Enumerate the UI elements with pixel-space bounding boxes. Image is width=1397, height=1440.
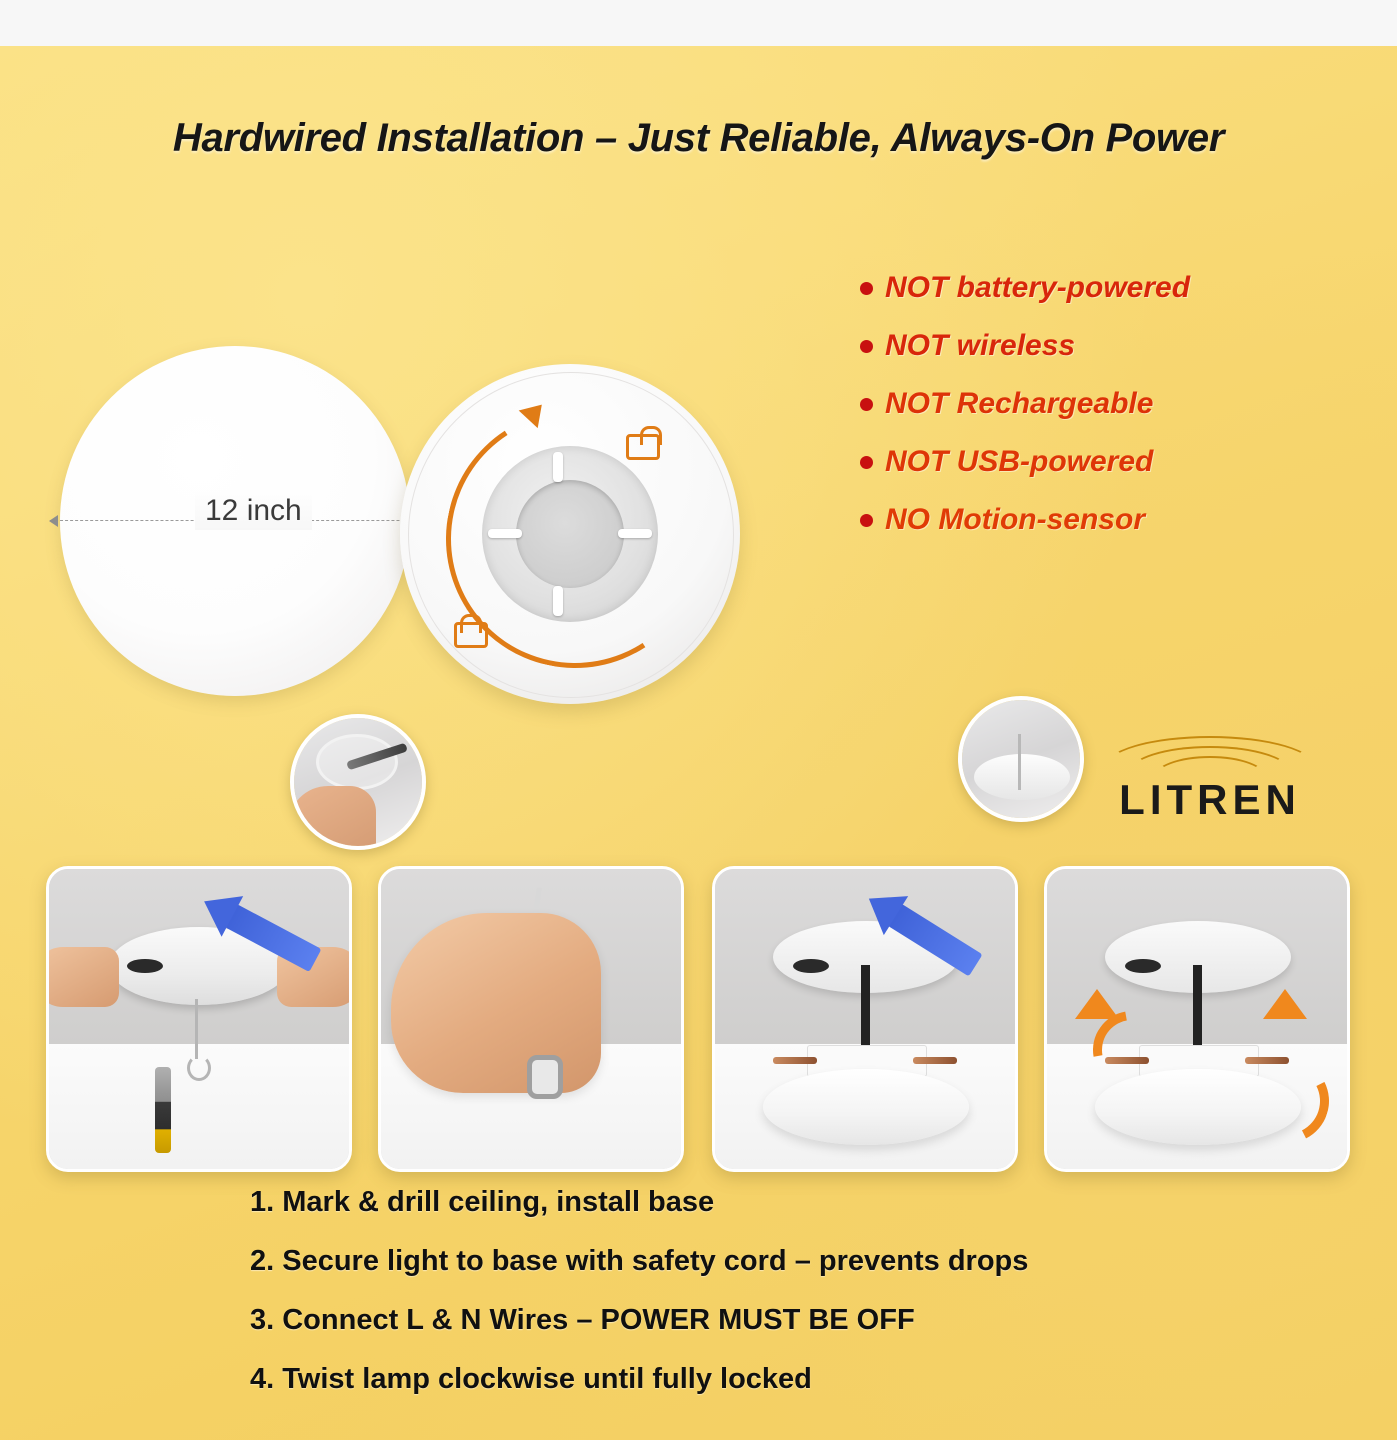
step-text: 2. Secure light to base with safety cord – prevents drops <box>250 1245 1029 1277</box>
list-item <box>860 271 1340 305</box>
hand <box>391 913 601 1093</box>
not-item-label: NOT Rechargeable <box>885 387 1154 420</box>
wire-neutral <box>913 1057 957 1064</box>
inset-photo-drill <box>290 714 426 850</box>
list-item <box>860 387 1340 421</box>
page-title: Hardwired Installation – Just Reliable, Always-On Power <box>172 116 1225 160</box>
step-text: 3. Connect L & N Wires – POWER MUST BE OFF <box>250 1304 915 1336</box>
bracket-slot <box>618 529 652 538</box>
screwdriver-icon <box>155 1067 171 1153</box>
steps-list <box>250 1186 1300 1422</box>
mount-hole <box>127 959 163 973</box>
bullet-icon <box>860 514 873 527</box>
bullet-icon <box>860 282 873 295</box>
bullet-icon <box>860 456 873 469</box>
push-up-arrow-icon <box>1263 989 1307 1019</box>
size-label: 12 inch <box>195 492 312 530</box>
mount-hole <box>793 959 829 973</box>
mount-plate <box>974 754 1070 800</box>
brand-logo <box>1085 736 1335 824</box>
bullet-icon <box>860 340 873 353</box>
list-item <box>860 503 1340 537</box>
step-text: 4. Twist lamp clockwise until fully locked <box>250 1363 812 1395</box>
list-item <box>860 329 1340 363</box>
mount-hole <box>1125 959 1161 973</box>
inset-photo-safety-cord <box>958 696 1084 822</box>
cord-clip <box>527 1055 563 1099</box>
bullet-icon <box>860 398 873 411</box>
bracket-slot <box>488 529 522 538</box>
not-item-label: NO Motion-sensor <box>885 503 1145 536</box>
top-white-strip <box>0 0 1397 46</box>
list-item <box>860 445 1340 479</box>
hand <box>290 786 376 850</box>
safety-cord-hook <box>195 999 198 1059</box>
step-photo-2 <box>378 866 684 1172</box>
wire-live <box>773 1057 817 1064</box>
bracket-inner <box>516 480 624 588</box>
hand-left <box>46 947 119 1007</box>
product-base-image <box>400 364 740 704</box>
not-item-label: NOT battery-powered <box>885 271 1191 304</box>
brand-name: LITREN <box>1119 776 1301 823</box>
mounting-bracket <box>482 446 658 622</box>
step-photo-4 <box>1044 866 1350 1172</box>
not-feature-list <box>860 271 1340 561</box>
lock-icon <box>454 614 484 648</box>
poster-canvas <box>0 46 1397 1440</box>
brand-swoosh-icon <box>1085 736 1335 780</box>
step-text: 1. Mark & drill ceiling, install base <box>250 1186 715 1218</box>
bracket-slot <box>553 586 563 616</box>
product-disc-image <box>60 346 410 696</box>
safety-cord <box>1018 734 1021 790</box>
step-photo-3 <box>712 866 1018 1172</box>
unlock-icon <box>626 426 656 460</box>
bracket-slot <box>553 452 563 482</box>
not-item-label: NOT USB-powered <box>885 445 1154 478</box>
not-item-label: NOT wireless <box>885 329 1076 362</box>
lamp-body <box>763 1069 969 1145</box>
step-photo-1 <box>46 866 352 1172</box>
